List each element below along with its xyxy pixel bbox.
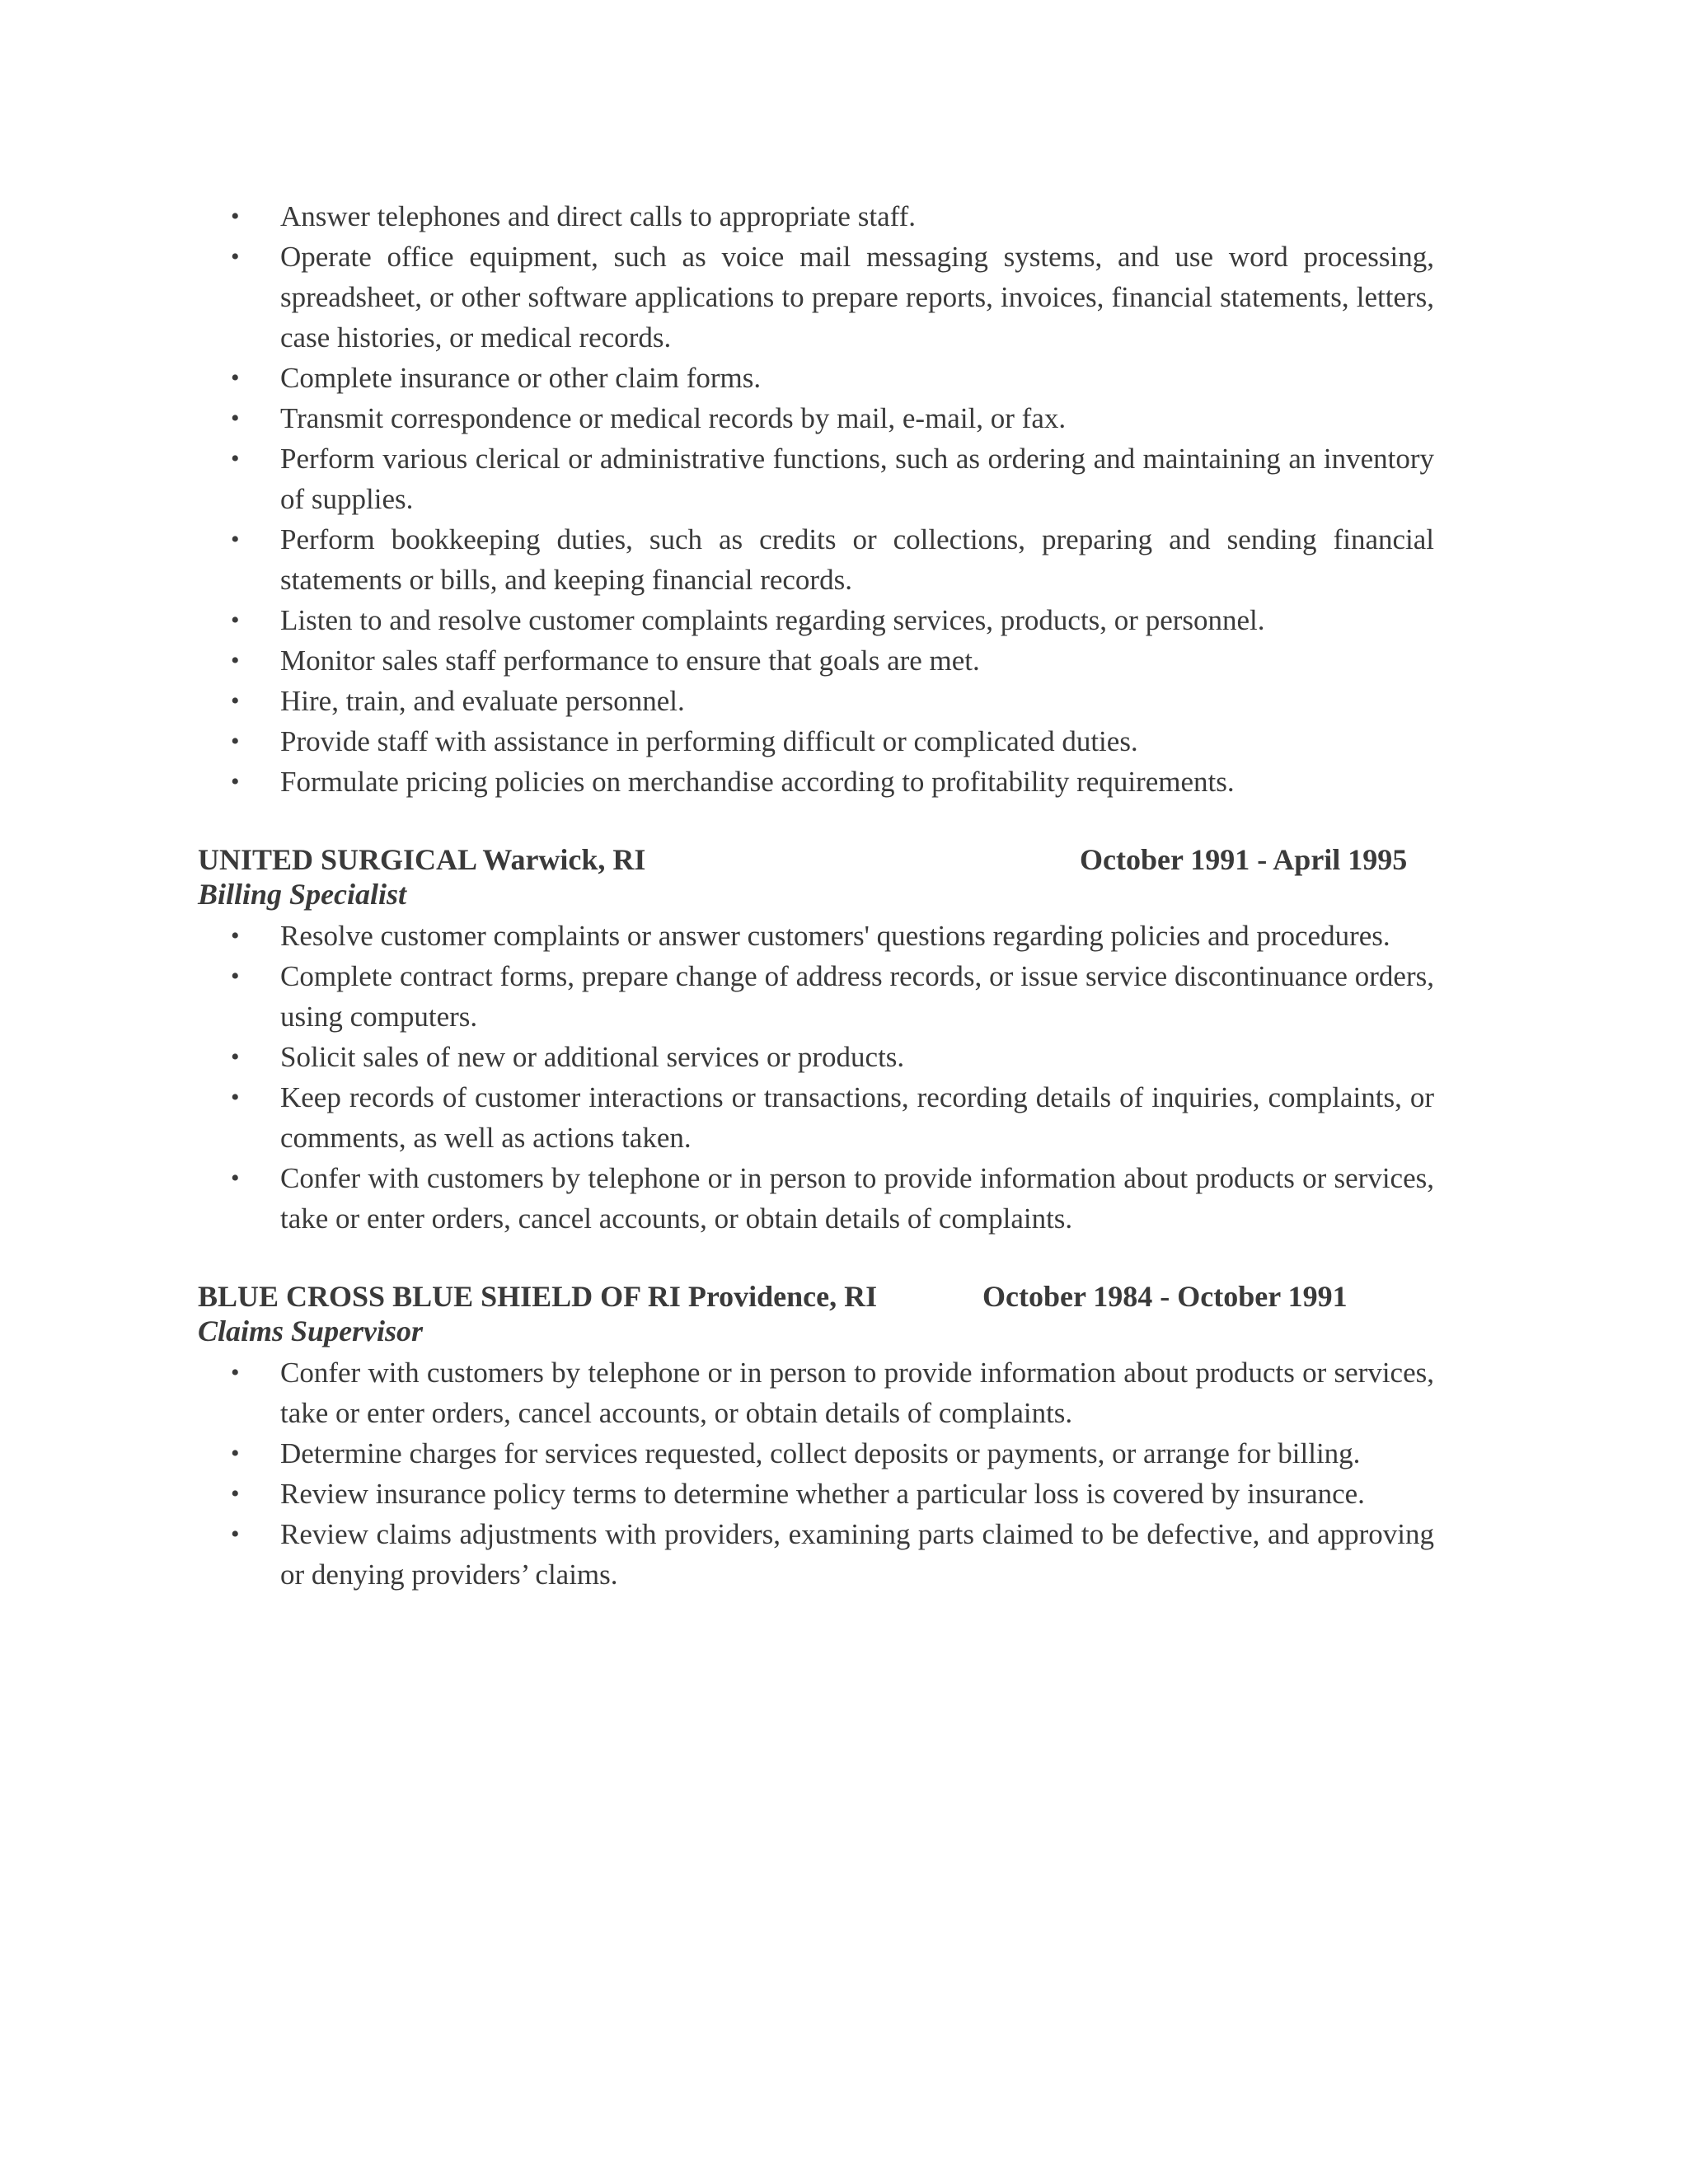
bullet-text: Perform bookkeeping duties, such as credits or collections, preparing and sending financial statements or bills, and keeping financial records.: [280, 523, 1434, 596]
bullet-text: Listen to and resolve customer complaints regarding services, products, or personnel.: [280, 604, 1265, 636]
bullet-icon: •: [231, 728, 240, 755]
bullet-icon: •: [231, 1440, 240, 1467]
bullet-text: Solicit sales of new or additional services or products.: [280, 1041, 905, 1073]
bullet-icon: •: [231, 526, 240, 553]
job-blue-cross: [198, 1278, 1459, 1595]
list-item: [198, 1037, 1434, 1077]
bullet-icon: •: [231, 364, 240, 391]
job-title: Billing Specialist: [198, 878, 407, 911]
job-united-surgical: [198, 841, 1459, 1239]
bullet-icon: •: [231, 405, 240, 432]
bullet-icon: •: [231, 1521, 240, 1548]
bullet-text: Resolve customer complaints or answer customers' questions regarding policies and procedures.: [280, 920, 1390, 952]
bullet-icon: •: [231, 768, 240, 795]
job-duties-list: [198, 1352, 1459, 1595]
list-item: [198, 438, 1434, 519]
bullet-text: Perform various clerical or administrative functions, such as ordering and maintaining an inventory of supplies.: [280, 443, 1434, 515]
list-item: [198, 398, 1434, 438]
bullet-text: Transmit correspondence or medical records by mail, e-mail, or fax.: [280, 402, 1067, 434]
list-item: [198, 1433, 1434, 1474]
list-item: [198, 358, 1434, 398]
bullet-text: Complete contract forms, prepare change of address records, or issue service discontinuance orders, using computers.: [280, 960, 1434, 1033]
bullet-text: Answer telephones and direct calls to appropriate staff.: [280, 200, 917, 232]
bullet-icon: •: [231, 687, 240, 715]
list-item: [198, 640, 1434, 681]
list-item: [198, 196, 1434, 237]
company-location: UNITED SURGICAL Warwick, RI: [198, 843, 646, 876]
job-duties-list: [198, 916, 1459, 1239]
bullet-icon: •: [231, 607, 240, 634]
list-item: [198, 519, 1434, 600]
bullet-icon: •: [231, 1084, 240, 1111]
list-item: [198, 1077, 1434, 1158]
bullet-icon: •: [231, 203, 240, 230]
list-item: [198, 1474, 1434, 1514]
bullet-text: Provide staff with assistance in performing difficult or complicated duties.: [280, 725, 1138, 757]
list-item: [198, 1158, 1434, 1239]
bullet-icon: •: [231, 1480, 240, 1507]
bullet-text: Complete insurance or other claim forms.: [280, 362, 762, 394]
bullet-text: Hire, train, and evaluate personnel.: [280, 685, 685, 717]
bullet-text: Confer with customers by telephone or in person to provide information about products or services, take or enter orders, cancel accounts, or obtain details of complaints.: [280, 1357, 1434, 1429]
list-item: [198, 600, 1434, 640]
resume-content: [198, 196, 1459, 1595]
bullet-text: Keep records of customer interactions or transactions, recording details of inquiries, complaints, or comments, as well as actions taken.: [280, 1081, 1434, 1154]
list-item: [198, 1514, 1434, 1595]
bullet-text: Review claims adjustments with providers, examining parts claimed to be defective, and approving or denying providers’ claims.: [280, 1518, 1434, 1591]
bullet-icon: •: [231, 1359, 240, 1386]
list-item: [198, 237, 1434, 358]
bullet-text: Operate office equipment, such as voice mail messaging systems, and use word processing, spreadsheet, or other software applications to prepare reports, invoices, financial statements, letters, case histories, or medical records.: [280, 241, 1434, 354]
list-item: [198, 681, 1434, 721]
job-title: Claims Supervisor: [198, 1315, 424, 1347]
employment-dates: October 1984 - October 1991: [982, 1280, 1348, 1313]
list-item: [198, 762, 1434, 802]
company-location: BLUE CROSS BLUE SHIELD OF RI Providence, RI: [198, 1280, 878, 1313]
bullet-text: Monitor sales staff performance to ensure that goals are met.: [280, 644, 980, 677]
bullet-icon: •: [231, 243, 240, 270]
list-item: [198, 956, 1434, 1037]
bullet-icon: •: [231, 1043, 240, 1071]
intro-bullet-list: [198, 196, 1459, 802]
bullet-text: Determine charges for services requested, collect deposits or payments, or arrange for billing.: [280, 1437, 1361, 1469]
bullet-icon: •: [231, 445, 240, 472]
list-item: [198, 721, 1434, 762]
bullet-icon: •: [231, 922, 240, 949]
job-header: [198, 841, 1459, 878]
bullet-text: Review insurance policy terms to determine whether a particular loss is covered by insurance.: [280, 1478, 1365, 1510]
employment-dates: October 1991 - April 1995: [1080, 843, 1408, 876]
job-header: [198, 1278, 1459, 1315]
bullet-text: Formulate pricing policies on merchandise according to profitability requirements.: [280, 766, 1235, 798]
list-item: [198, 1352, 1434, 1433]
bullet-text: Confer with customers by telephone or in person to provide information about products or services, take or enter orders, cancel accounts, or obtain details of complaints.: [280, 1162, 1434, 1235]
bullet-icon: •: [231, 647, 240, 674]
list-item: [198, 916, 1434, 956]
bullet-icon: •: [231, 1165, 240, 1192]
bullet-icon: •: [231, 963, 240, 990]
